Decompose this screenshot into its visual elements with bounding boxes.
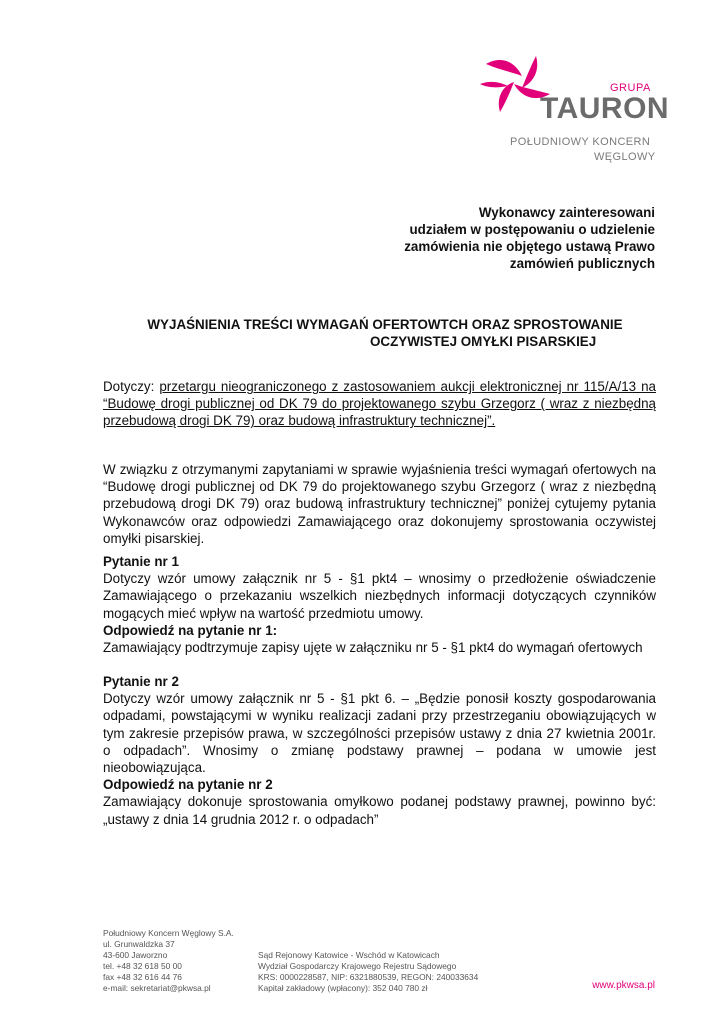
footer-line: 43-600 Jaworzno bbox=[103, 950, 168, 960]
footer-line: Kapitał zakładowy (wpłacony): 352 040 780 zł bbox=[258, 983, 428, 993]
footer-line: ul. Grunwaldzka 37 bbox=[103, 939, 175, 949]
intro-paragraph: W związku z otrzymanymi zapytaniami w sprawie wyjaśnienia treści wymagań ofertowych na “Budowę drogi publicznej od DK 79 do projektowanego szybu Grzegorz ( wraz z niezbędną przebudową drogi DK 79) oraz budową infrastruktury technicznej” poniżej cytujemy pytania Wykonawców oraz odpowiedzi Zamawiającego oraz dokonujemy sprostowania oczywistej omyłki pisarskiej. bbox=[103, 462, 656, 546]
answer-text: Zamawiający dokonuje sprostowania omyłkowo podanej podstawy prawnej, powinno być: „ustawy z dnia 14 grudnia 2012 r. o odpadach” bbox=[103, 794, 656, 827]
logo-subtitle-line2: WĘGLOWY bbox=[594, 151, 656, 163]
addressee-line: zamówień publicznych bbox=[509, 256, 655, 271]
answer-title: Odpowiedź na pytanie nr 1: bbox=[103, 622, 278, 638]
answer-text: Zamawiający podtrzymuje zapisy ujęte w załączniku nr 5 - §1 pkt4 do wymagań ofertowych bbox=[103, 640, 643, 656]
logo-group-label: GRUPA bbox=[610, 82, 651, 94]
logo-brand-name: TAURON bbox=[540, 92, 670, 125]
footer-registry-info bbox=[258, 950, 478, 994]
qa-block-2 bbox=[103, 673, 656, 828]
footer-website-link[interactable]: www.pkwsa.pl bbox=[592, 980, 655, 991]
document-title-line1: WYJAŚNIENIA TREŚCI WYMAGAŃ OFERTOWTCH ORAZ SPROSTOWANIE bbox=[147, 317, 623, 332]
regarding-paragraph bbox=[103, 378, 656, 430]
logo-subtitle-line1: POŁUDNIOWY KONCERN bbox=[510, 136, 651, 148]
document-title-line2: OCZYWISTEJ OMYŁKI PISARSKIEJ bbox=[370, 334, 597, 349]
regarding-text: przetargu nieograniczonego z zastosowaniem aukcji elektronicznej nr 115/A/13 na “Budowę drogi publicznej od DK 79 do projektowanego szybu Grzegorz ( wraz z niezbędną przebudową drogi DK 79) oraz budową infrastruktury technicznej”. bbox=[103, 379, 656, 429]
footer-line: e-mail: sekretariat@pkwsa.pl bbox=[103, 983, 211, 993]
footer-line: KRS: 0000228587, NIP: 6321880539, REGON: 240033634 bbox=[258, 972, 479, 982]
footer-line: fax +48 32 616 44 76 bbox=[103, 972, 182, 982]
question-text: Dotyczy wzór umowy załącznik nr 5 - §1 pkt 6. – „Będzie ponosił koszty gospodarowania odpadami, powstającymi w wyniku realizacji zadani przy przestrzeganiu obowiązujących w tym zakresie przepisów prawa, w szczególności przepisów ustawy z dnia 27 kwietnia 2001r. o odpadach”. Wnosimy o zmianę podstawy prawnej – podana w umowie jest nieobowiązująca. bbox=[103, 691, 656, 776]
addressee-line: Wykonawcy zainteresowani bbox=[478, 205, 655, 220]
company-logo bbox=[478, 50, 668, 170]
footer-line: Wydział Gospodarczy Krajowego Rejestru Sądowego bbox=[258, 961, 457, 971]
question-text: Dotyczy wzór umowy załącznik nr 5 - §1 pkt4 – wnosimy o przedłożenie oświadczenie Zamawiającego o przekazaniu wszelkich niezbędnych informacji dotyczących czynników mogących mieć wpływ na wartość przedmiotu umowy. bbox=[103, 571, 656, 621]
question-title: Pytanie nr 2 bbox=[103, 674, 179, 689]
answer-title: Odpowiedź na pytanie nr 2 bbox=[103, 777, 273, 793]
qa-block-1 bbox=[103, 553, 656, 656]
addressee-block bbox=[325, 204, 655, 272]
footer-company-info bbox=[103, 928, 234, 994]
addressee-line: zamówienia nie objętego ustawą Prawo bbox=[404, 239, 655, 254]
footer-line: Południowy Koncern Węglowy S.A. bbox=[103, 928, 234, 938]
question-title: Pytanie nr 1 bbox=[103, 554, 179, 569]
footer-line: tel. +48 32 618 50 00 bbox=[103, 961, 182, 971]
regarding-label: Dotyczy: bbox=[103, 379, 155, 394]
addressee-line: udziałem w postępowaniu o udzielenie bbox=[409, 222, 655, 237]
footer-line: Sąd Rejonowy Katowice - Wschód w Katowicach bbox=[258, 950, 440, 960]
